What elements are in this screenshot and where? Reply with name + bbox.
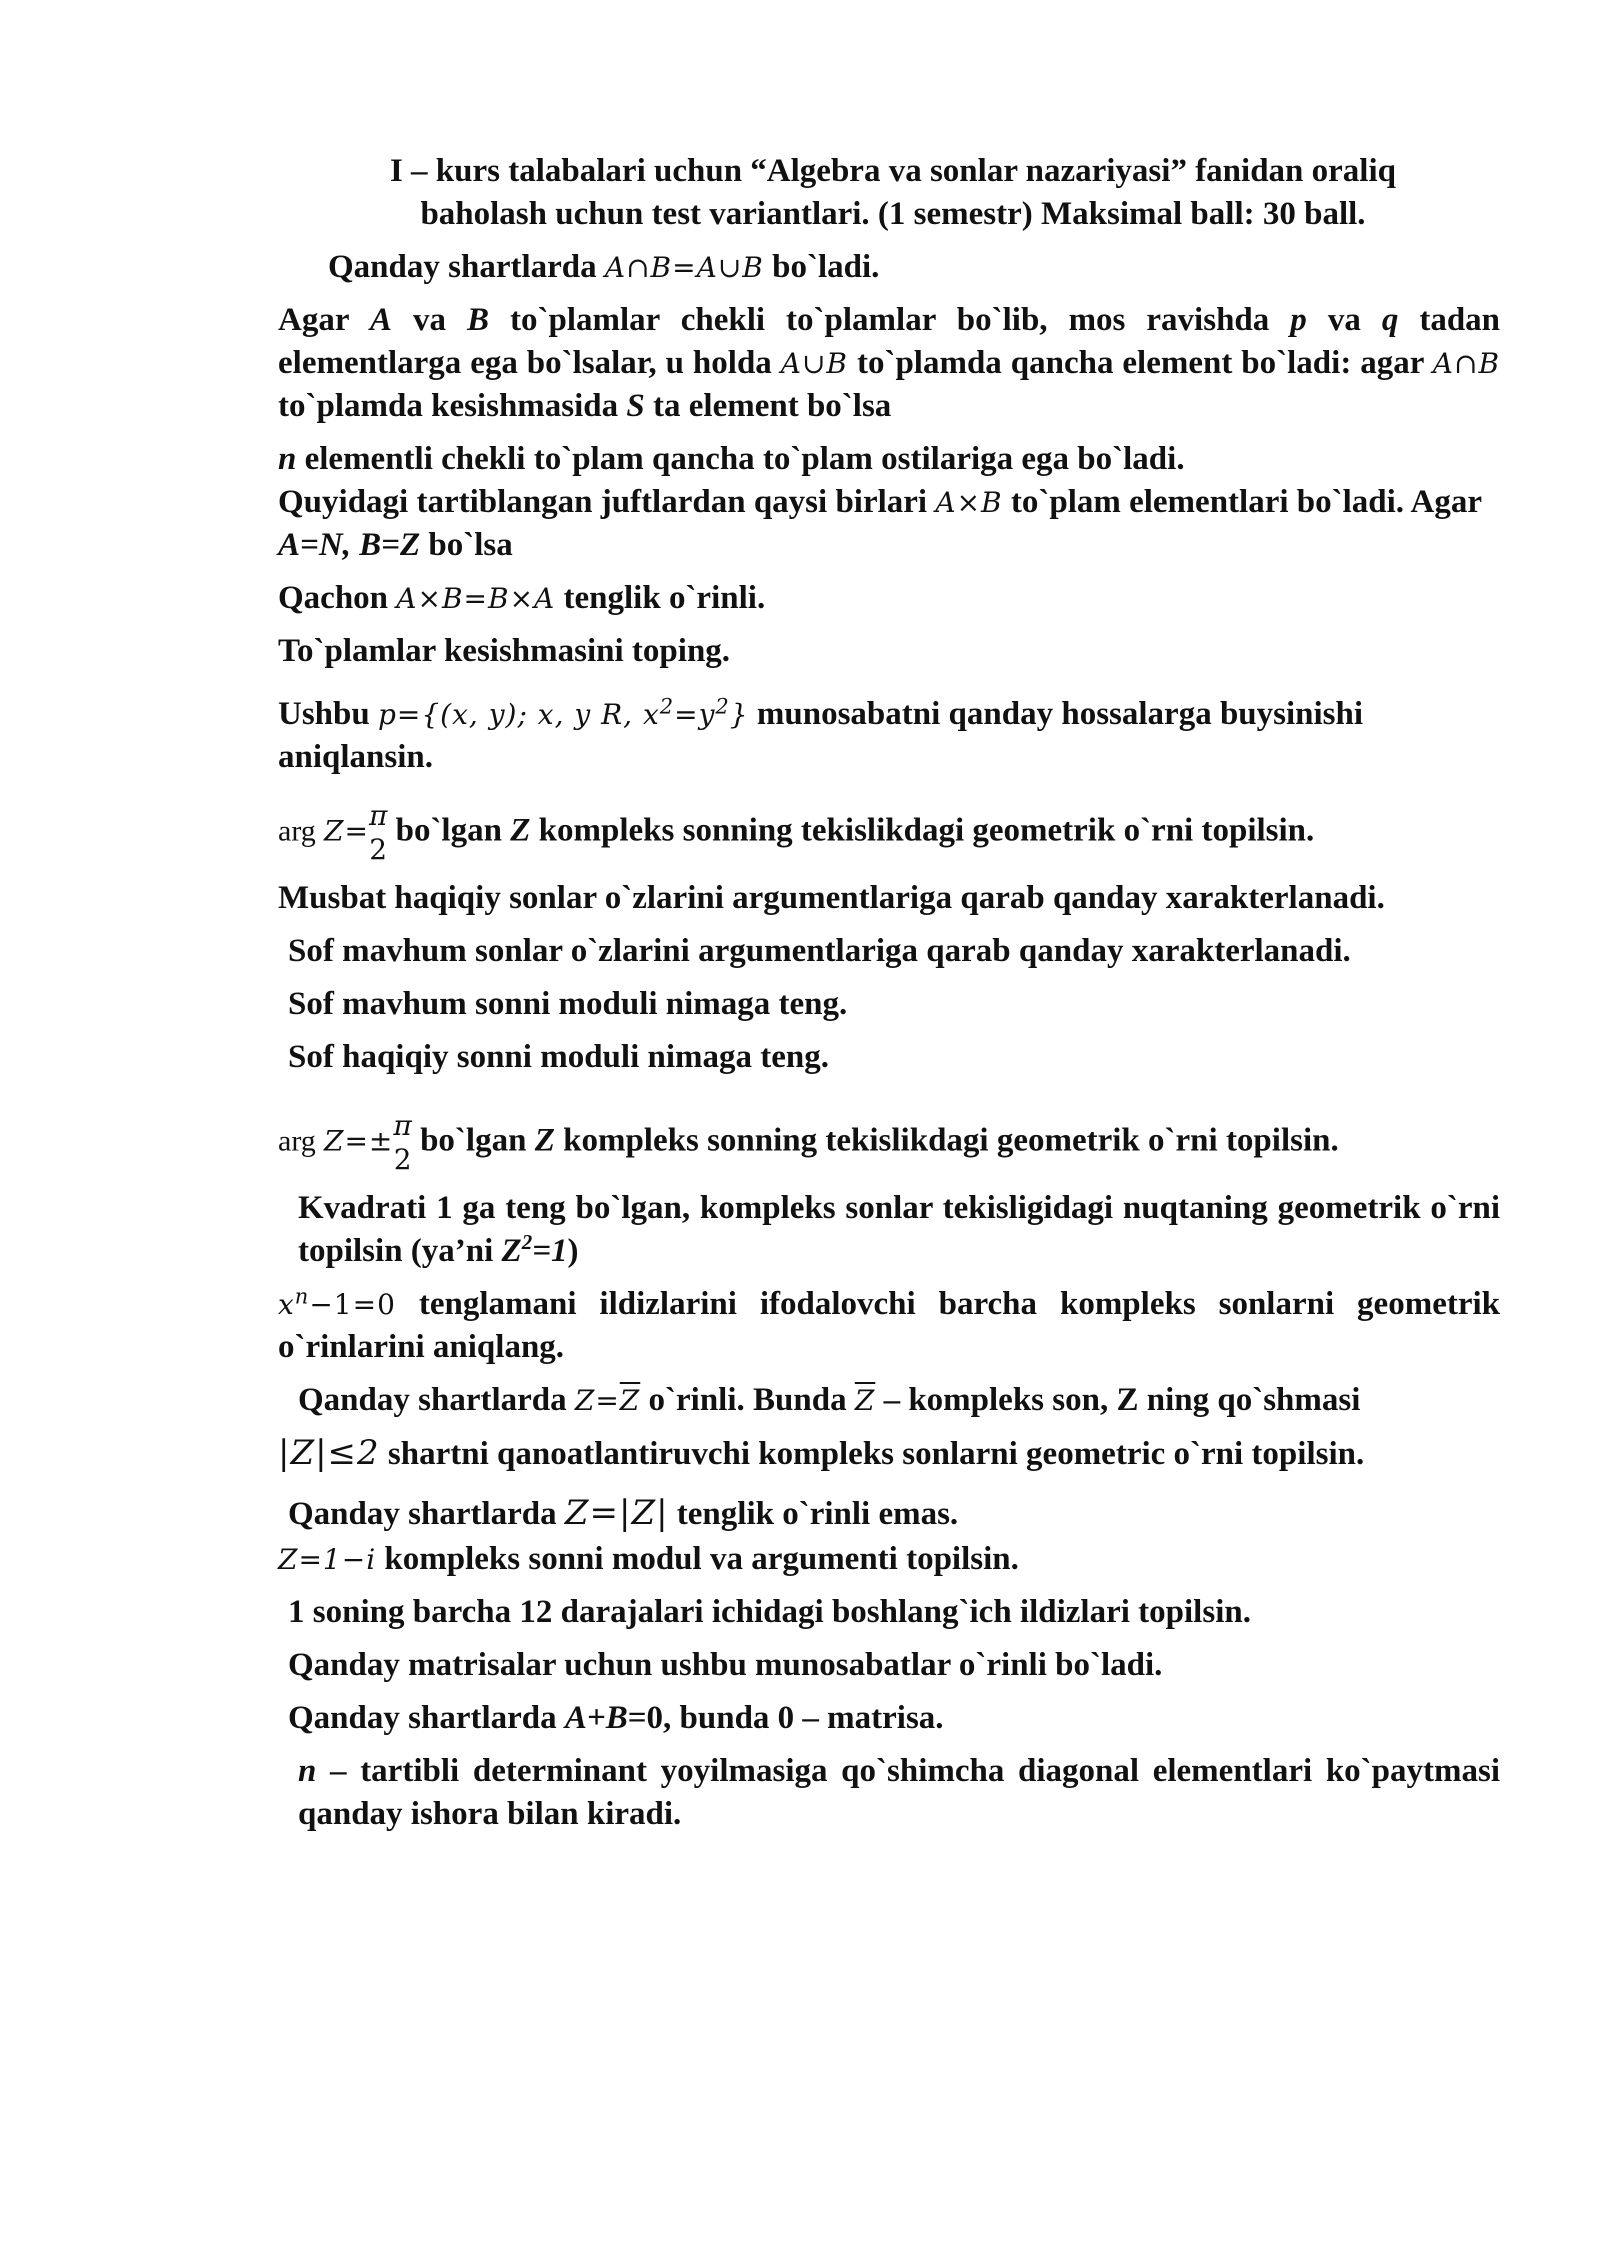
formula: Z=1−i — [278, 1543, 377, 1576]
formula: A∪B — [780, 347, 849, 380]
formula: p={(x, y); x, y R, $x^2=y^2$} — [377, 694, 749, 731]
formula: A×B=B×A — [396, 582, 556, 615]
formula: $Z=\overline{Z}$ — [574, 1384, 641, 1417]
formula: A∩B=A∪B — [604, 251, 764, 284]
question-10: Sof mavhum sonlar o`zlarini argumentlariga qarab qanday xarakterlanadi. — [288, 933, 1351, 969]
question-6: To`plamlar kesishmasini toping. — [278, 633, 731, 669]
question-1: Qanday shartlarda A∩B=A∪B bo`ladi. — [328, 249, 880, 285]
question-14: Kvadrati 1 ga teng bo`lgan, kompleks sonlar tekisligidagi nuqtaning geometrik o`rni topilsin (ya’ni $Z^2=1$) — [298, 1190, 1500, 1269]
question-11: Sof mavhum sonni moduli nimaga teng. — [288, 986, 848, 1022]
question-18: Qanday shartlarda Z=|Z| tenglik o`rinli emas. — [288, 1493, 959, 1533]
question-3: n elementli chekli to`plam qancha to`plam ostilariga ega bo`ladi. — [278, 441, 1185, 477]
question-7: Ushbu p={(x, y); x, y R, $x^2=y^2$} munosabatni qanday hossalarga buysinishi aniqlansin. — [278, 694, 1364, 775]
document-page — [278, 150, 1500, 1846]
title-line-2: baholash uchun test variantlari. (1 semestr) Maksimal ball: 30 ball. — [420, 196, 1366, 232]
formula: Z=|Z| — [564, 1493, 669, 1533]
question-20: 1 soning barcha 12 darajalari ichidagi boshlang`ich ildizlari topilsin. — [288, 1594, 1251, 1630]
question-5: Qachon A×B=B×A tenglik o`rinli. — [278, 580, 766, 616]
question-8: arg Z= π 2 bo`lgan Z kompleks sonning tekislikdagi geometrik o`rni topilsin. — [278, 799, 1315, 866]
question-4: Quyidagi tartiblangan juftlardan qaysi birlari A×B to`plam elementlari bo`ladi. Agar A=N, B=Z bo`lsa — [278, 484, 1482, 563]
question-9: Musbat haqiqiy sonlar o`zlarini argumentlariga qarab qanday xarakterlanadi. — [278, 880, 1385, 916]
formula: A∩B — [1432, 347, 1501, 380]
formula: $x^n-1=0$ — [278, 1284, 396, 1321]
question-15: $x^n-1=0$ tenglamani ildizlarini ifodalovchi barcha kompleks sonlarni geometrik o`rinlarini aniqlang. — [278, 1284, 1500, 1365]
fraction: π 2 — [368, 799, 388, 866]
formula: A×B — [935, 486, 1003, 519]
question-22: Qanday shartlarda A+B=0, bunda 0 – matrisa. — [288, 1700, 944, 1736]
question-2: Agar A va B to`plamlar chekli to`plamlar bo`lib, mos ravishda p va q tadan elementlarga ega bo`lsalar, u holda A∪B to`plamda qancha element bo`ladi: agar A∩B to`plamda kesishmasida S ta element bo`lsa — [278, 302, 1501, 424]
question-19: Z=1−i kompleks sonni modul va argumenti topilsin. — [278, 1541, 1019, 1577]
question-21: Qanday matrisalar uchun ushbu munosabatlar o`rinli bo`ladi. — [288, 1647, 1163, 1683]
question-12: Sof haqiqiy sonni moduli nimaga teng. — [288, 1039, 829, 1075]
document-title — [278, 150, 1500, 236]
formula: |Z|≤2 — [278, 1433, 380, 1473]
question-16: Qanday shartlarda $Z=\overline{Z}$ o`rinli. Bunda $\overline{Z}$ – kompleks son, Z ning qo`shmasi — [298, 1382, 1361, 1418]
formula: $\overline{Z}$ — [854, 1384, 876, 1417]
fraction: π 2 — [393, 1109, 412, 1176]
question-23: n – tartibli determinant yoyilmasiga qo`shimcha diagonal elementlari ko`paytmasi qanday ishora bilan kiradi. — [298, 1753, 1500, 1832]
question-13: arg Z=± π 2 bo`lgan Z kompleks sonning tekislikdagi geometrik o`rni topilsin. — [278, 1109, 1339, 1176]
title-line-1: I – kurs talabalari uchun “Algebra va sonlar nazariyasi” fanidan oraliq — [389, 153, 1397, 189]
question-17: |Z|≤2 shartni qanoatlantiruvchi kompleks sonlarni geometric o`rni topilsin. — [278, 1433, 1365, 1473]
